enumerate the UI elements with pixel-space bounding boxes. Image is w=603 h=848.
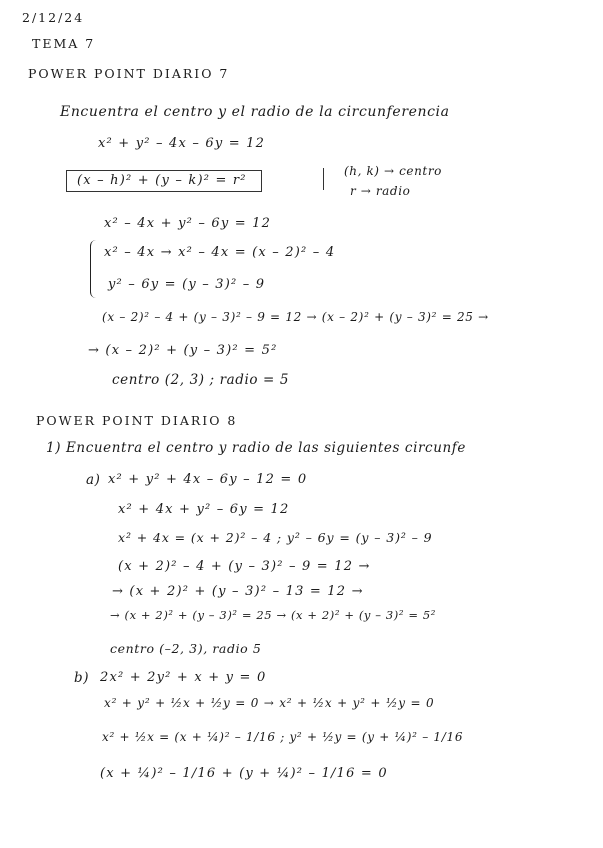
s1-step-3: y² – 6y = (y – 3)² – 9: [108, 277, 266, 292]
s1-step-2: x² – 4x → x² – 4x = (x – 2)² – 4: [104, 245, 336, 260]
section2-task: 1) Encuentra el centro y radio de las siguientes circunfe: [46, 440, 466, 456]
a-step-1: x² + 4x + y² – 6y = 12: [118, 502, 290, 517]
s1-step-1: x² – 4x + y² – 6y = 12: [104, 216, 272, 231]
a-step-4: → (x + 2)² + (y – 3)² – 13 = 12 →: [112, 584, 364, 599]
a-step-5: → (x + 2)² + (y – 3)² = 25 → (x + 2)² + (y – 3)² = 5²: [110, 608, 436, 622]
part-b-label: b): [74, 670, 90, 686]
section2-title: POWER POINT DIARIO 8: [36, 413, 238, 428]
s1-step-5: → (x – 2)² + (y – 3)² = 5²: [88, 343, 278, 358]
legend-radius: r → radio: [350, 184, 411, 198]
topic-title: TEMA 7: [32, 36, 96, 51]
legend-center: (h, k) → centro: [344, 164, 443, 178]
s1-result: centro (2, 3) ; radio = 5: [112, 372, 290, 388]
box-divider: [323, 168, 324, 190]
a-step-2: x² + 4x = (x + 2)² – 4 ; y² – 6y = (y – 3)² – 9: [118, 530, 433, 545]
part-a-equation: x² + y² + 4x – 6y – 12 = 0: [108, 472, 308, 487]
part-a-label: a): [86, 472, 101, 488]
s1-step-4: (x – 2)² – 4 + (y – 3)² – 9 = 12 → (x – 2)² + (y – 3)² = 25 →: [102, 310, 489, 324]
part-b-equation: 2x² + 2y² + x + y = 0: [100, 670, 267, 685]
date: 2/12/24: [22, 10, 85, 25]
section1-equation: x² + y² – 4x – 6y = 12: [98, 136, 266, 151]
b-step-2: x² + ½x = (x + ¼)² – 1/16 ; y² + ½y = (y + ¼)² – 1/16: [102, 730, 464, 744]
section1-title: POWER POINT DIARIO 7: [28, 66, 230, 81]
system-brace: [90, 240, 99, 298]
a-result: centro (–2, 3), radio 5: [110, 641, 262, 656]
standard-form-box: (x – h)² + (y – k)² = r²: [66, 170, 262, 192]
a-step-3: (x + 2)² – 4 + (y – 3)² – 9 = 12 →: [118, 559, 371, 574]
b-step-3: (x + ¼)² – 1/16 + (y + ¼)² – 1/16 = 0: [100, 766, 388, 781]
section1-task: Encuentra el centro y el radio de la circunferencia: [60, 104, 450, 120]
b-step-1: x² + y² + ½x + ½y = 0 → x² + ½x + y² + ½y = 0: [104, 696, 435, 710]
